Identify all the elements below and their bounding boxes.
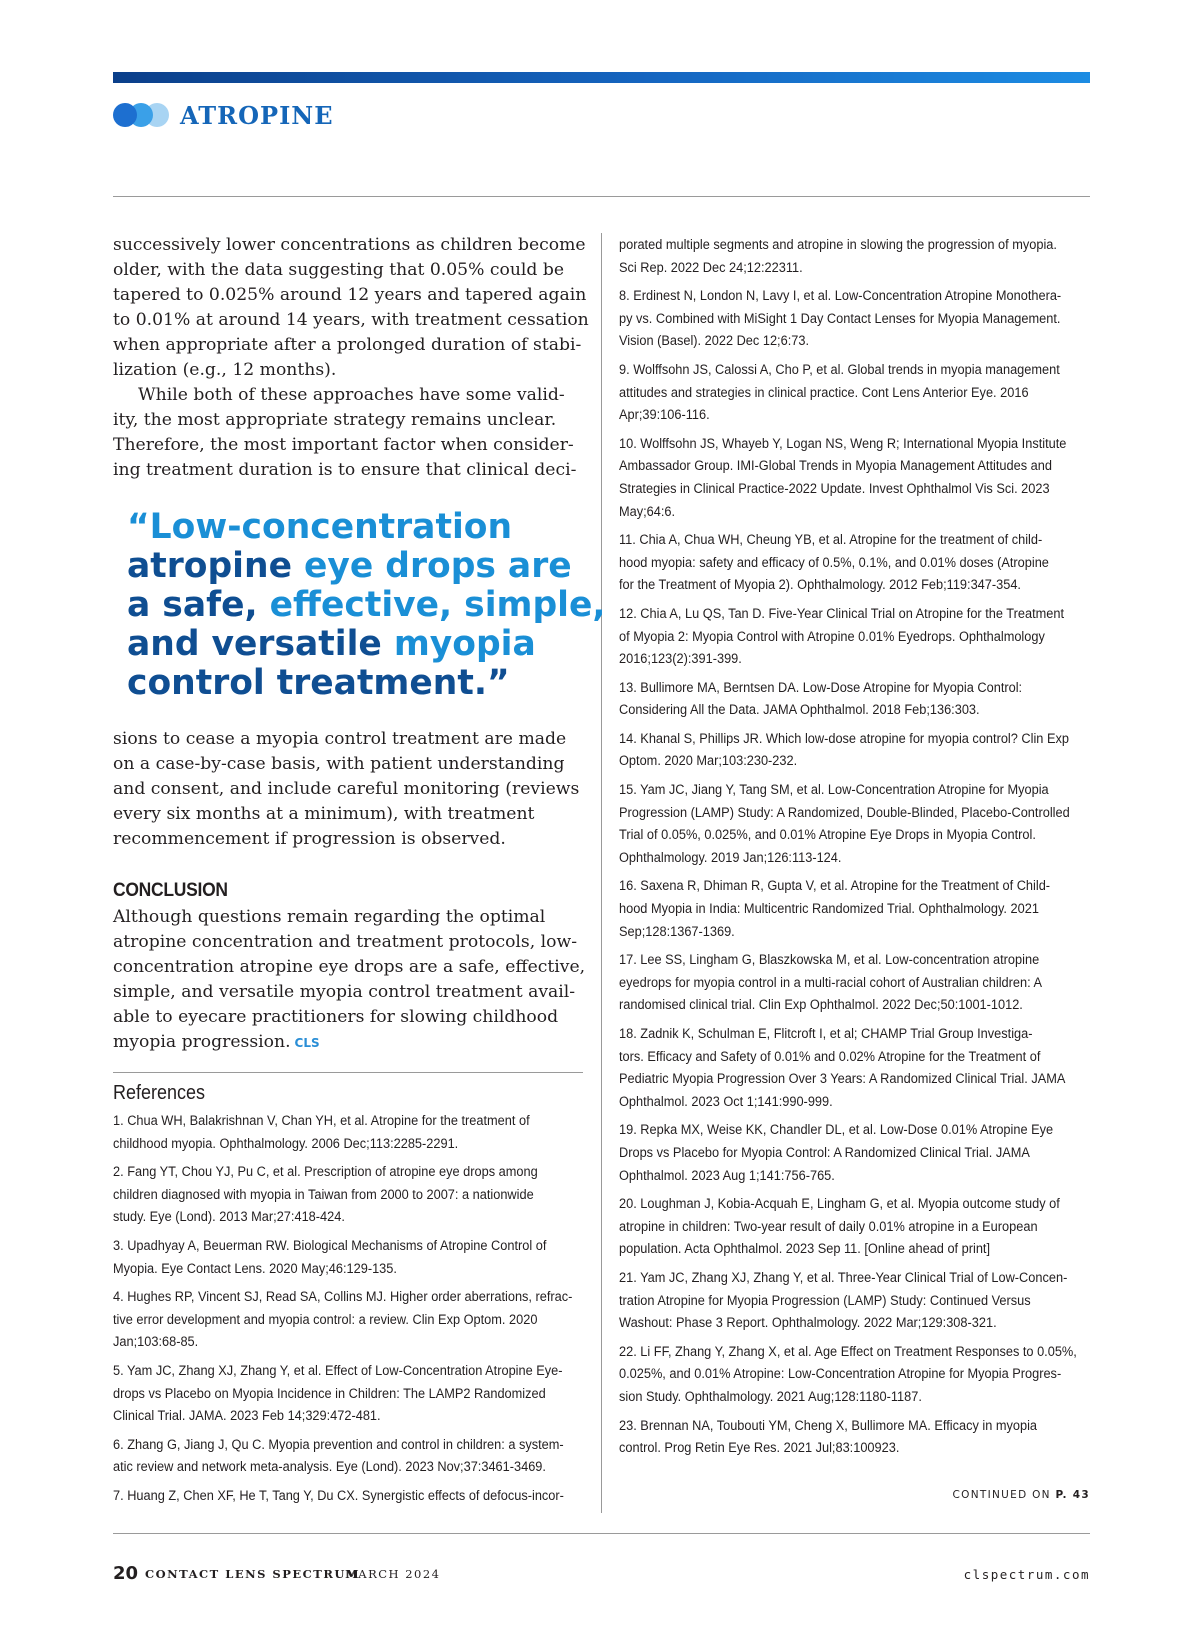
body-line: every six months at a minimum), with treatment <box>113 804 535 824</box>
body-line: simple, and versatile myopia control treatment avail- <box>113 982 576 1002</box>
reference-line: drops vs Placebo on Myopia Incidence in Children: The LAMP2 Randomized <box>113 1385 546 1402</box>
body-line: to 0.01% at around 14 years, with treatment cessation <box>113 310 589 330</box>
conclusion-heading: CONCLUSION <box>113 880 228 901</box>
footer <box>113 1563 1090 1591</box>
reference-line: 15. Yam JC, Jiang Y, Tang SM, et al. Low-Concentration Atropine for Myopia <box>619 782 1049 799</box>
body-line: sions to cease a myopia control treatment are made <box>113 729 567 749</box>
reference-line: Clinical Trial. JAMA. 2023 Feb 14;329:472-481. <box>113 1408 381 1425</box>
reference-item <box>619 433 1091 523</box>
reference-line: study. Eye (Lond). 2013 Mar;27:418-424. <box>113 1209 345 1226</box>
page-number: 20 <box>113 1563 139 1584</box>
reference-line: 9. Wolffsohn JS, Calossi A, Cho P, et al. Global trends in myopia management <box>619 361 1060 378</box>
reference-item <box>619 1415 1091 1460</box>
section-header <box>113 98 334 132</box>
reference-line: Strategies in Clinical Practice-2022 Update. Invest Ophthalmol Vis Sci. 2023 <box>619 480 1050 497</box>
reference-line: 20. Loughman J, Kobia-Acquah E, Lingham G, et al. Myopia outcome study of <box>619 1196 1060 1213</box>
reference-line: 5. Yam JC, Zhang XJ, Zhang Y, et al. Effect of Low-Concentration Atropine Eye- <box>113 1362 563 1379</box>
reference-item <box>619 875 1091 943</box>
reference-line: 2. Fang YT, Chou YJ, Pu C, et al. Prescription of atropine eye drops among <box>113 1164 538 1181</box>
publication-name: CONTACT LENS SPECTRUM <box>145 1567 361 1581</box>
reference-item <box>619 779 1091 869</box>
reference-line: Jan;103:68-85. <box>113 1334 199 1351</box>
body-line: older, with the data suggesting that 0.05% could be <box>113 260 565 280</box>
reference-line: Vision (Basel). 2022 Dec 12;6:73. <box>619 333 809 350</box>
body-line: when appropriate after a prolonged duration of stabi- <box>113 335 582 355</box>
body-line: lization (e.g., 12 months). <box>113 360 337 380</box>
column-divider <box>601 233 602 1513</box>
continued-page-link[interactable]: P. 43 <box>1055 1489 1090 1501</box>
reference-line: Progression (LAMP) Study: A Randomized, Double-Blinded, Placebo-Controlled <box>619 804 1070 821</box>
reference-line: Washout: Phase 3 Report. Ophthalmology. 2022 Mar;129:308-321. <box>619 1315 997 1332</box>
reference-line: tors. Efficacy and Safety of 0.01% and 0.02% Atropine for the Treatment of <box>619 1048 1041 1065</box>
reference-line: 13. Bullimore MA, Berntsen DA. Low-Dose Atropine for Myopia Control: <box>619 679 1023 696</box>
reference-item <box>619 1119 1091 1187</box>
reference-line: 12. Chia A, Lu QS, Tan D. Five-Year Clinical Trial on Atropine for the Treatment <box>619 605 1065 622</box>
reference-item <box>619 234 1091 279</box>
reference-line: Myopia. Eye Contact Lens. 2020 May;46:129-135. <box>113 1260 397 1277</box>
references-heading: References <box>113 1082 206 1104</box>
reference-line: 16. Saxena R, Dhiman R, Gupta V, et al. Atropine for the Treatment of Child- <box>619 878 1051 895</box>
reference-line: Optom. 2020 Mar;103:230-232. <box>619 753 798 770</box>
reference-line: Ambassador Group. IMI-Global Trends in Myopia Management Attitudes and <box>619 458 1052 475</box>
end-mark: CLS <box>294 1036 320 1050</box>
reference-line: randomised clinical trial. Clin Exp Ophthalmol. 2022 Dec;50:1001-1012. <box>619 997 1023 1014</box>
reference-line: of Myopia 2: Myopia Control with Atropine 0.01% Eyedrops. Ophthalmology <box>619 628 1045 645</box>
reference-line: 1. Chua WH, Balakrishnan V, Chan YH, et al. Atropine for the treatment of <box>113 1113 530 1129</box>
reference-line: Considering All the Data. JAMA Ophthalmol. 2018 Feb;136:303. <box>619 702 980 719</box>
body-line: Therefore, the most important factor when consider- <box>113 435 574 455</box>
reference-line: tration Atropine for Myopia Progression (LAMP) Study: Continued Versus <box>619 1292 1031 1309</box>
reference-line: attitudes and strategies in clinical practice. Cont Lens Anterior Eye. 2016 <box>619 384 1029 401</box>
reference-line: 8. Erdinest N, London N, Lavy I, et al. Low-Concentration Atropine Monothera- <box>619 288 1062 305</box>
references-right-column <box>619 234 1091 1466</box>
website-link[interactable]: clspectrum.com <box>963 1567 1090 1582</box>
conclusion-paragraph <box>113 905 586 1056</box>
reference-line: 4. Hughes RP, Vincent SJ, Read SA, Collins MJ. Higher order aberrations, refrac- <box>113 1289 573 1306</box>
reference-line: sion Study. Ophthalmology. 2021 Aug;128:1180-1187. <box>619 1388 922 1405</box>
reference-line: Pediatric Myopia Progression Over 3 Years: A Randomized Clinical Trial. JAMA <box>619 1071 1066 1088</box>
reference-item <box>619 359 1091 427</box>
reference-line: porated multiple segments and atropine in slowing the progression of myopia. <box>619 237 1057 253</box>
reference-item <box>619 285 1091 353</box>
body-line: While both of these approaches have some valid- <box>138 385 565 405</box>
body-line: successively lower concentrations as children become <box>113 235 586 255</box>
reference-line: Sep;128:1367-1369. <box>619 923 735 940</box>
reference-line: Ophthalmol. 2023 Oct 1;141:990-999. <box>619 1093 833 1110</box>
body-line: on a case-by-case basis, with patient understanding <box>113 754 565 774</box>
reference-line: 10. Wolffsohn JS, Whayeb Y, Logan NS, Weng R; International Myopia Institute <box>619 435 1067 452</box>
body-line: myopia progression. CLS <box>113 1032 320 1052</box>
continued-note: CONTINUED ON P. 43 <box>952 1489 1090 1501</box>
body-line: tapered to 0.025% around 12 years and tapered again <box>113 285 587 305</box>
pull-quote-line: atropine eye drops are <box>127 546 572 586</box>
reference-item <box>619 1267 1091 1335</box>
reference-item <box>619 603 1091 671</box>
reference-item <box>113 1235 583 1280</box>
body-line: atropine concentration and treatment protocols, low- <box>113 932 578 952</box>
reference-line: population. Acta Ophthalmol. 2023 Sep 11. [Online ahead of print] <box>619 1241 991 1258</box>
body-line: concentration atropine eye drops are a safe, effective, <box>113 957 586 977</box>
reference-line: 23. Brennan NA, Toubouti YM, Cheng X, Bullimore MA. Efficacy in myopia <box>619 1417 1038 1434</box>
reference-item <box>113 1110 583 1155</box>
reference-item <box>619 1341 1091 1409</box>
reference-line: for the Treatment of Myopia 2). Ophthalmology. 2012 Feb;119:347-354. <box>619 577 1021 594</box>
reference-line: atic review and network meta-analysis. Eye (Lond). 2023 Nov;37:3461-3469. <box>113 1459 546 1476</box>
reference-line: py vs. Combined with MiSight 1 Day Contact Lenses for Myopia Management. <box>619 310 1061 327</box>
header-color-bar <box>113 72 1090 83</box>
reference-line: Sci Rep. 2022 Dec 24;12:22311. <box>619 259 803 276</box>
body-paragraph-3 <box>113 727 583 852</box>
reference-item <box>113 1434 583 1479</box>
reference-line: 22. Li FF, Zhang Y, Zhang X, et al. Age Effect on Treatment Responses to 0.05%, <box>619 1343 1077 1360</box>
body-line: ing treatment duration is to ensure that clinical deci- <box>113 460 577 480</box>
body-line: Although questions remain regarding the optimal <box>113 907 546 927</box>
reference-line: atropine in children: Two-year result of daily 0.01% atropine in a European <box>619 1218 1038 1235</box>
reference-line: 6. Zhang G, Jiang J, Qu C. Myopia prevention and control in children: a system- <box>113 1436 564 1453</box>
reference-line: children diagnosed with myopia in Taiwan from 2000 to 2007: a nationwide <box>113 1186 534 1203</box>
reference-line: 7. Huang Z, Chen XF, He T, Tang Y, Du CX. Synergistic effects of defocus-incor- <box>113 1487 564 1504</box>
reference-item <box>619 677 1091 722</box>
reference-line: eyedrops for myopia control in a multi-racial cohort of Australian children: A <box>619 974 1042 991</box>
reference-line: Ophthalmol. 2023 Aug 1;141:756-765. <box>619 1167 835 1184</box>
body-column-top <box>113 233 589 483</box>
reference-line: tive error development and myopia control: a review. Clin Exp Optom. 2020 <box>113 1311 538 1328</box>
reference-item <box>619 529 1091 597</box>
header-divider <box>113 196 1090 197</box>
reference-line: May;64:6. <box>619 503 676 520</box>
body-paragraph-1 <box>113 233 589 383</box>
reference-line: 18. Zadnik K, Schulman E, Flitcroft I, et al; CHAMP Trial Group Investiga- <box>619 1026 1033 1042</box>
reference-item <box>113 1360 583 1428</box>
reference-line: 2016;123(2):391-399. <box>619 651 742 668</box>
pull-quote-line: a safe, effective, simple, <box>127 585 606 625</box>
reference-item <box>113 1286 583 1354</box>
reference-line: 0.025%, and 0.01% Atropine: Low-Concentration Atropine for Myopia Progres- <box>619 1366 1062 1383</box>
reference-item <box>619 949 1091 1017</box>
pull-quote <box>127 508 606 703</box>
reference-line: Ophthalmology. 2019 Jan;126:113-124. <box>619 849 842 866</box>
reference-line: 21. Yam JC, Zhang XJ, Zhang Y, et al. Three-Year Clinical Trial of Low-Concen- <box>619 1269 1068 1286</box>
section-dots-icon <box>113 101 175 129</box>
reference-line: 19. Repka MX, Weise KK, Chandler DL, et al. Low-Dose 0.01% Atropine Eye <box>619 1122 1054 1139</box>
pull-quote-line: control treatment.” <box>127 663 510 703</box>
body-line: able to eyecare practitioners for slowing childhood <box>113 1007 559 1027</box>
body-line: and consent, and include careful monitoring (reviews <box>113 779 580 799</box>
body-line: ity, the most appropriate strategy remains unclear. <box>113 410 557 430</box>
reference-line: 11. Chia A, Chua WH, Cheung YB, et al. Atropine for the treatment of child- <box>619 532 1043 549</box>
section-title: ATROPINE <box>180 100 334 130</box>
reference-line: 3. Upadhyay A, Beuerman RW. Biological Mechanisms of Atropine Control of <box>113 1237 547 1254</box>
footer-divider <box>113 1533 1090 1534</box>
reference-line: Apr;39:106-116. <box>619 407 710 424</box>
reference-item <box>619 728 1091 773</box>
reference-item <box>113 1485 583 1508</box>
references-left-column <box>113 1110 583 1514</box>
body-line: recommencement if progression is observed. <box>113 829 506 849</box>
references-divider <box>113 1072 583 1073</box>
reference-line: 14. Khanal S, Phillips JR. Which low-dose atropine for myopia control? Clin Exp <box>619 730 1069 747</box>
reference-line: hood Myopia in India: Multicentric Randomized Trial. Ophthalmology. 2021 <box>619 901 1039 918</box>
reference-item <box>619 1193 1091 1261</box>
reference-line: Drops vs Placebo for Myopia Control: A Randomized Clinical Trial. JAMA <box>619 1144 1030 1161</box>
reference-item <box>619 1023 1091 1113</box>
reference-line: Trial of 0.05%, 0.025%, and 0.01% Atropine Eye Drops in Myopia Control. <box>619 827 1036 844</box>
reference-line: hood myopia: safety and efficacy of 0.5%, 0.1%, and 0.01% doses (Atropine <box>619 554 1049 571</box>
reference-line: childhood myopia. Ophthalmology. 2006 Dec;113:2285-2291. <box>113 1135 459 1152</box>
reference-line: control. Prog Retin Eye Res. 2021 Jul;83:100923. <box>619 1440 900 1457</box>
reference-line: 17. Lee SS, Lingham G, Blaszkowska M, et al. Low-concentration atropine <box>619 952 1040 969</box>
body-paragraph-2 <box>113 383 583 483</box>
publication-date: MARCH 2024 <box>345 1567 441 1581</box>
pull-quote-line: and versatile myopia <box>127 624 536 664</box>
pull-quote-line: “Low-concentration <box>127 507 513 547</box>
reference-item <box>113 1161 583 1229</box>
